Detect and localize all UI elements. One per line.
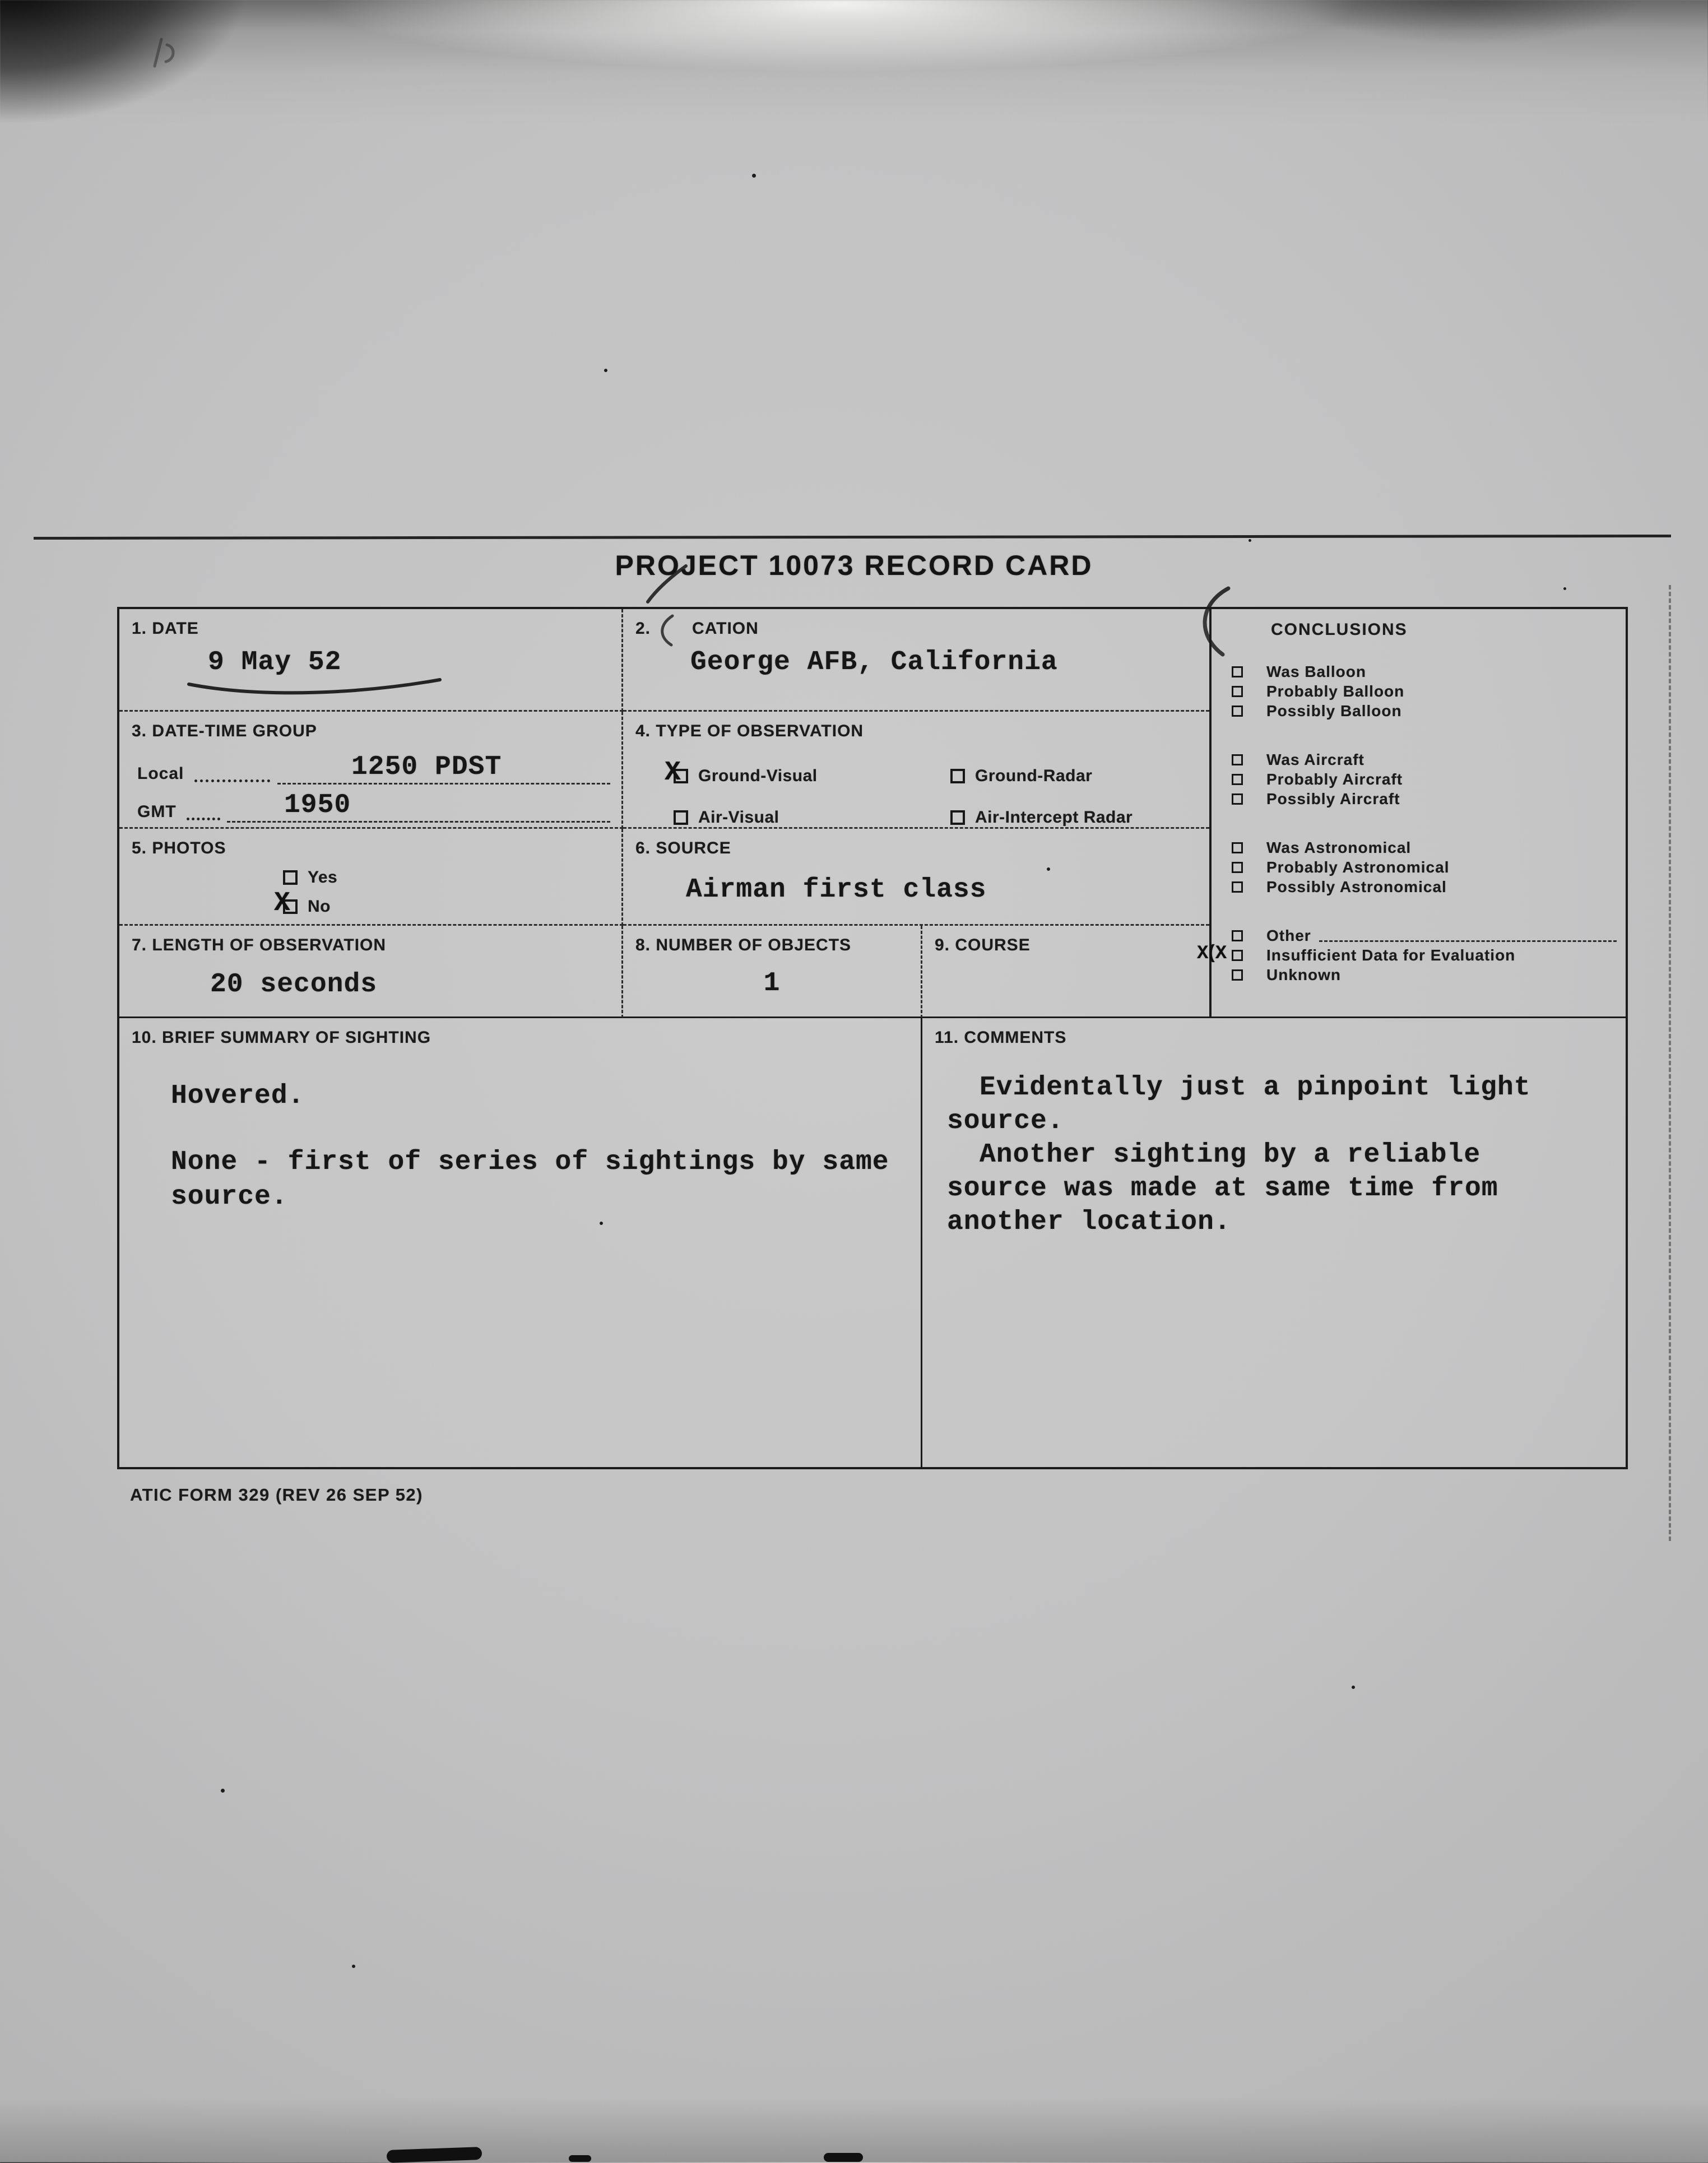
- field-photos-label: 5. PHOTOS: [132, 839, 226, 857]
- form-number: ATIC FORM 329 (REV 26 SEP 52): [130, 1485, 424, 1505]
- field-comments: [922, 1018, 1626, 1467]
- summary-paragraph: None - first of series of sightings by same source.: [171, 1147, 889, 1212]
- conclusions-group-astronomical: [1212, 838, 1626, 897]
- field-course-label: 9. COURSE: [935, 936, 1031, 954]
- option-photos-no: X No: [274, 888, 331, 918]
- field-date-label: 1. DATE: [132, 619, 199, 638]
- checkbox-icon: [950, 810, 965, 825]
- field-type-label: 4. TYPE OF OBSERVATION: [635, 722, 864, 740]
- field-location-value: George AFB, California: [690, 647, 1058, 677]
- field-source-label: 6. SOURCE: [635, 839, 731, 857]
- field-type-of-observation: [623, 712, 1209, 829]
- conclusion-item-other: Other: [1212, 926, 1626, 945]
- field-objects-value: 1: [763, 968, 781, 999]
- handwritten-scribble: [642, 563, 704, 606]
- edge-blemish: [387, 2147, 482, 2163]
- right-margin-dashes: [1669, 585, 1671, 1541]
- handwritten-mark: [149, 35, 180, 71]
- ink-speck: [1352, 1686, 1355, 1689]
- checkbox-icon: [1232, 754, 1243, 765]
- conclusion-item: Was Aircraft: [1212, 750, 1626, 769]
- conclusion-item-insufficient-data: X(X Insufficient Data for Evaluation: [1197, 943, 1516, 964]
- option-ground-visual: X Ground-Visual: [665, 758, 818, 788]
- field-date-value: 9 May 52: [208, 647, 342, 677]
- conclusions-group-aircraft: [1212, 750, 1626, 809]
- edge-blemish: [824, 2153, 863, 2162]
- field-objects-label: 8. NUMBER OF OBJECTS: [635, 936, 852, 954]
- checkbox-icon: [1232, 793, 1243, 805]
- fill-line: [277, 783, 610, 785]
- summary-paragraph: Hovered.: [171, 1081, 305, 1111]
- conclusion-item: Possibly Aircraft: [1212, 789, 1626, 809]
- field-course: [922, 926, 1209, 1018]
- field-location: [623, 609, 1209, 712]
- option-air-visual: Air-Visual: [674, 805, 950, 830]
- field-brief-summary: [119, 1018, 922, 1467]
- field-photos: [119, 829, 623, 926]
- photos-options: [274, 865, 338, 923]
- fill-line: [227, 821, 610, 823]
- conclusion-item-unknown: Unknown: [1212, 965, 1626, 985]
- dtg-local-row: [137, 753, 614, 789]
- dotted-leader: [187, 818, 220, 820]
- conclusion-item: Was Astronomical: [1212, 838, 1626, 857]
- checkbox-icon: [1232, 969, 1243, 981]
- ink-speck: [352, 1965, 355, 1968]
- field-summary-text: [171, 1079, 896, 1214]
- conclusion-item: Probably Astronomical: [1212, 857, 1626, 877]
- x-mark: X(X: [1197, 943, 1225, 964]
- field-comments-text: [947, 1071, 1592, 1239]
- conclusions-group-balloon: [1212, 662, 1626, 721]
- checkbox-icon: [1232, 881, 1243, 893]
- field-location-label-text: CATION: [692, 619, 759, 638]
- ink-speck: [1047, 867, 1050, 871]
- field-source: [623, 829, 1209, 926]
- observation-options: [665, 758, 1133, 830]
- conclusions-heading: CONCLUSIONS: [1271, 620, 1408, 639]
- field-dtg-label: 3. DATE-TIME GROUP: [132, 722, 317, 740]
- field-comments-label: 11. COMMENTS: [935, 1028, 1067, 1047]
- ink-speck: [1248, 539, 1251, 542]
- conclusions-panel: [1197, 609, 1626, 1018]
- checkbox-icon: [1232, 666, 1243, 677]
- x-mark: X: [665, 758, 681, 788]
- checkbox-icon: [1232, 950, 1243, 961]
- conclusion-item: Possibly Astronomical: [1212, 877, 1626, 897]
- edge-blemish: [569, 2155, 591, 2162]
- checkbox-icon: [1232, 930, 1243, 941]
- field-location-label-number: 2.: [635, 619, 651, 638]
- field-location-label: [623, 609, 1209, 638]
- ink-speck: [752, 174, 756, 178]
- conclusion-item: Probably Balloon: [1212, 681, 1626, 701]
- ink-speck: [1563, 587, 1566, 590]
- field-date-time-group: [119, 712, 623, 829]
- dotted-leader: [194, 779, 270, 782]
- ink-speck: [600, 1222, 603, 1225]
- comments-paragraph: Evidentally just a pinpoint light source.: [947, 1073, 1531, 1136]
- field-date: [119, 609, 623, 712]
- field-length-value: 20 seconds: [210, 969, 378, 1000]
- dtg-gmt-value: 1950: [284, 790, 351, 820]
- field-number-of-objects: [623, 926, 922, 1018]
- conclusion-item: Possibly Balloon: [1212, 701, 1626, 721]
- dtg-local-label: Local: [137, 764, 184, 783]
- checkbox-icon: [283, 870, 298, 885]
- conclusion-item: Probably Aircraft: [1212, 769, 1626, 789]
- handwritten-underline: [185, 675, 443, 699]
- checkbox-icon: [1232, 686, 1243, 697]
- comments-paragraph: Another sighting by a reliable source was made at same time from another location.: [947, 1140, 1498, 1237]
- option-ground-radar: Ground-Radar: [950, 763, 1133, 789]
- conclusions-group-other: [1197, 926, 1626, 985]
- checkbox-icon: [1232, 774, 1243, 785]
- fill-line: [1319, 930, 1617, 942]
- field-length-label: 7. LENGTH OF OBSERVATION: [132, 936, 387, 954]
- dtg-gmt-label: GMT: [137, 802, 177, 821]
- ink-speck: [604, 369, 607, 372]
- checkbox-icon: [1232, 842, 1243, 853]
- checkbox-icon: [950, 769, 965, 783]
- field-summary-label: 10. BRIEF SUMMARY OF SIGHTING: [132, 1028, 431, 1047]
- checkbox-icon: [1232, 862, 1243, 873]
- top-rule: [34, 535, 1671, 540]
- dtg-gmt-row: [137, 791, 614, 827]
- option-air-intercept-radar: Air-Intercept Radar: [950, 805, 1133, 830]
- checkbox-icon: [1232, 705, 1243, 717]
- dtg-local-value: 1250 PDST: [351, 752, 502, 782]
- conclusion-item: Was Balloon: [1212, 662, 1626, 681]
- option-photos-yes: Yes: [283, 865, 337, 890]
- ink-speck: [221, 1789, 225, 1793]
- fold-mark: [655, 612, 678, 648]
- field-length-of-observation: [119, 926, 623, 1018]
- x-mark: X: [274, 888, 290, 918]
- field-source-value: Airman first class: [686, 875, 987, 905]
- record-card: [117, 607, 1628, 1469]
- checkbox-icon: [674, 810, 688, 825]
- page-title: PROJECT 10073 RECORD CARD: [615, 550, 1093, 581]
